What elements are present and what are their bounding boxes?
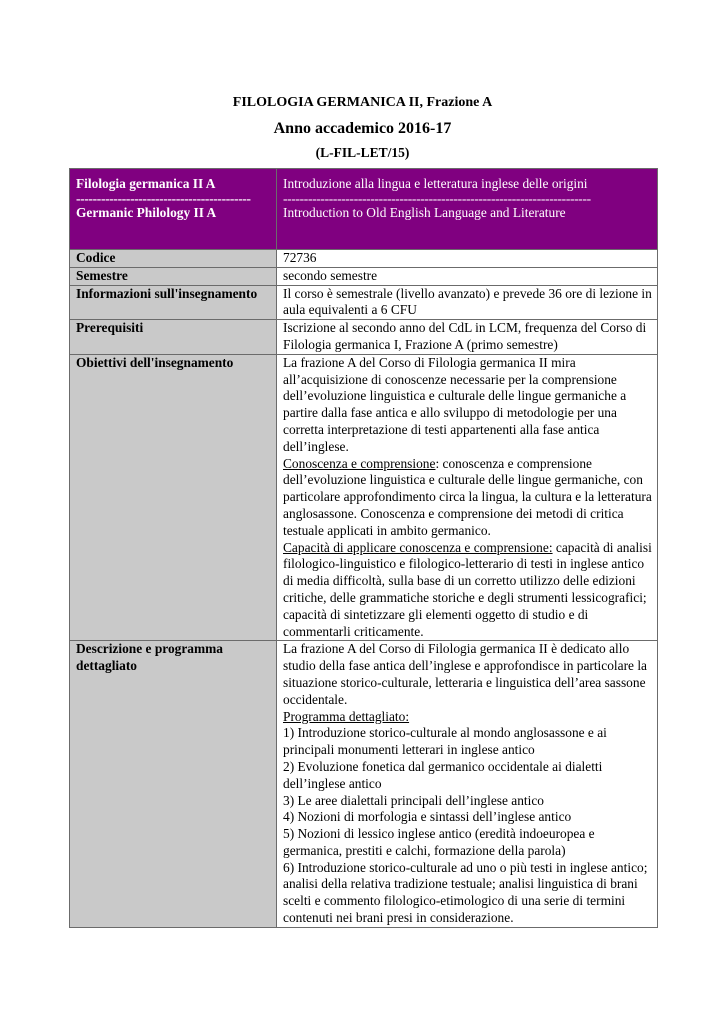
row-value: Il corso è semestrale (livello avanzato) e prevede 36 ore di lezione in aula equivalenti a 6 CFU [277, 285, 658, 320]
row-label: Descrizione e programma dettagliato [70, 641, 277, 928]
separator-line: -------------------------------------------------------------------------- [283, 192, 591, 205]
knowledge-paragraph [283, 456, 653, 540]
description-intro: La frazione A del Corso di Filologia germanica II è dedicato allo studio della fase antica dell’inglese e approfondisce in particolare la situazione storico-culturale, letteraria e linguistica dell’area sassone occidentale. [283, 641, 647, 707]
program-item: 5) Nozioni di lessico inglese antico (eredità indoeuropea e germanica, prestiti e calchi, formazione della parola) [283, 826, 595, 858]
course-subtitle-it: Introduzione alla lingua e letteratura inglese delle origini [283, 176, 588, 191]
table-row-obiettivi [70, 354, 658, 641]
skills-paragraph [283, 540, 653, 641]
academic-year: Anno accademico 2016-17 [273, 120, 452, 137]
course-title-row [70, 169, 658, 250]
program-heading: Programma dettagliato: [283, 708, 410, 724]
knowledge-heading: Conoscenza e comprensione [283, 455, 436, 471]
table-row-codice [70, 250, 658, 268]
objectives-intro: La frazione A del Corso di Filologia germanica II mira all’acquisizione di conoscenze necessarie per la comprensione dell’evoluzione linguistica e culturale delle lingue germaniche a partire dalla fase antica e allo sviluppo di metodologie per una corretta interpretazione di testi appartenenti alla fase antica dell’inglese. [283, 354, 627, 454]
program-item: 4) Nozioni di morfologia e sintassi dell’inglese antico [283, 809, 572, 825]
skills-text: capacità di analisi filologico-linguistico e filologico-letterario di testi in inglese antico di media difficoltà, sulla base di un corretto utilizzo delle edizioni critiche, delle grammatiche storiche e degli strumenti lessicografici; capacità di sintetizzare gli elementi oggetto di studio e di commentarli criticamente. [283, 539, 652, 639]
row-label: Prerequisiti [70, 320, 277, 355]
course-name-it: Filologia germanica II A [76, 176, 216, 191]
table-row-descrizione [70, 641, 658, 928]
document-title: FILOLOGIA GERMANICA II, Frazione A [232, 95, 493, 110]
row-value [277, 354, 658, 641]
course-code-sector: (L-FIL-LET/15) [315, 145, 410, 160]
program-item: 2) Evoluzione fonetica dal germanico occidentale ai dialetti dell’inglese antico [283, 758, 603, 791]
knowledge-text: : conoscenza e comprensione dell’evoluzione linguistica e culturale delle lingue germaniche, con particolare approfondimento circa la lingua, la cultura e la letteratura anglosassone. Conoscenza e comprensione dei metodi di critica testuale applicati in ambito germanico. [283, 455, 652, 538]
row-label: Informazioni sull'insegnamento [70, 285, 277, 320]
row-value: 72736 [277, 250, 658, 268]
table-row-prerequisiti [70, 320, 658, 355]
row-label: Semestre [70, 267, 277, 285]
skills-heading: Capacità di applicare conoscenza e comprensione: [283, 539, 553, 555]
row-value: Iscrizione al secondo anno del CdL in LCM, frequenza del Corso di Filologia germanica I, Frazione A (primo semestre) [277, 320, 658, 355]
table-row-semestre [70, 267, 658, 285]
program-item: 6) Introduzione storico-culturale ad uno o più testi in inglese antico; analisi della relativa tradizione testuale; analisi linguistica di brani scelti e commento filologico-etimologico di una serie di termini contenuti nei brani presi in considerazione. [283, 859, 648, 926]
program-item: 3) Le aree dialettali principali dell’inglese antico [283, 792, 544, 808]
row-value: secondo semestre [277, 267, 658, 285]
course-name-cell [70, 169, 277, 250]
program-item: 1) Introduzione storico-culturale al mondo anglosassone e ai principali monumenti letterari in inglese antico [283, 725, 607, 758]
course-name-en: Germanic Philology II A [76, 204, 217, 220]
row-label: Obiettivi dell'insegnamento [70, 354, 277, 641]
table-row-informazioni [70, 285, 658, 320]
row-label: Codice [70, 250, 277, 268]
course-subtitle-en: Introduction to Old English Language and Literature [283, 204, 566, 220]
separator-line: ------------------------------------------ [76, 192, 251, 205]
course-info-table [69, 168, 658, 928]
row-value [277, 641, 658, 928]
course-subtitle-cell [277, 169, 658, 250]
